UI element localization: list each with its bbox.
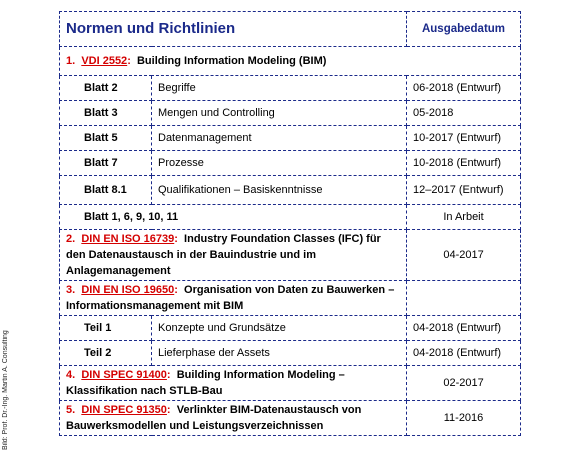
sub-row [60, 126, 521, 151]
sub-topic: Mengen und Controlling [152, 101, 407, 126]
sub-topic: Konzepte und Grundsätze [152, 316, 407, 341]
item-number: 3. [66, 284, 76, 296]
sub-label: Blatt 7 [60, 151, 152, 176]
sub-date: 05-2018 [407, 101, 521, 126]
sub-date: 10-2018 (Entwurf) [407, 151, 521, 176]
sub-label: Blatt 5 [60, 126, 152, 151]
sub-date: 12–2017 (Entwurf) [407, 176, 521, 205]
standard-row-1: 1. VDI 2552: Building Information Modeling (BIM) [60, 47, 521, 76]
sub-row [60, 151, 521, 176]
sub-label: Blatt 1, 6, 9, 10, 11 [60, 205, 407, 230]
sub-topic: Datenmanagement [152, 126, 407, 151]
sub-date: 04-2018 (Entwurf) [407, 341, 521, 366]
sub-date: 04-2018 (Entwurf) [407, 316, 521, 341]
sub-row [60, 101, 521, 126]
table-header [60, 12, 521, 47]
standard-title: Building Information Modeling (BIM) [136, 55, 327, 67]
sub-row [60, 205, 521, 230]
sub-topic: Prozesse [152, 151, 407, 176]
sub-date: 10-2017 (Entwurf) [407, 126, 521, 151]
sub-row [60, 316, 521, 341]
standard-date: 02-2017 [407, 366, 521, 401]
standard-row-2: 2. DIN EN ISO 16739: Industry Foundation Classes (IFC) für den Datenaustausch in der Bauindustrie und im Anlagemanagement 04-2017 [60, 230, 521, 281]
table-title: Normen und Richtlinien [60, 12, 407, 47]
standard-title: Building Information Modeling – Klassifikation nach STLB-Bau [66, 369, 345, 397]
sub-row [60, 341, 521, 366]
item-number: 1. [66, 55, 76, 67]
sub-label: Teil 1 [60, 316, 152, 341]
standard-row-4: 4. DIN SPEC 91400: Building Information Modeling – Klassifikation nach STLB-Bau 02-2017 [60, 366, 521, 401]
sub-row [60, 76, 521, 101]
standard-date: 04-2017 [407, 230, 521, 281]
sub-date: 06-2018 (Entwurf) [407, 76, 521, 101]
sub-row [60, 176, 521, 205]
sub-label: Blatt 8.1 [60, 176, 152, 205]
standard-row-3: 3. DIN EN ISO 19650: Organisation von Daten zu Bauwerken – Informationsmanagement mit BIM [60, 281, 521, 316]
standard-row-5: 5. DIN SPEC 91350: Verlinkter BIM-Datenaustausch von Bauwerksmodellen und Leistungsverzeichnissen 11-2016 [60, 401, 521, 436]
date-column-header: Ausgabedatum [407, 12, 521, 47]
standard-title: Verlinkter BIM-Datenaustausch von Bauwerksmodellen und Leistungsverzeichnissen [66, 404, 362, 432]
sub-label: Blatt 2 [60, 76, 152, 101]
standard-code: VDI 2552 [81, 55, 128, 67]
sub-label: Blatt 3 [60, 101, 152, 126]
standard-code: DIN SPEC 91400 [81, 369, 167, 381]
item-number: 4. [66, 369, 76, 381]
standard-code: DIN EN ISO 16739 [81, 233, 175, 245]
sub-topic: Begriffe [152, 76, 407, 101]
sub-date: In Arbeit [407, 205, 521, 230]
standard-code: DIN SPEC 91350 [81, 404, 167, 416]
sub-topic: Qualifikationen – Basiskenntnisse [152, 176, 407, 205]
sub-label: Teil 2 [60, 341, 152, 366]
standard-code: DIN EN ISO 19650 [81, 284, 175, 296]
standards-table [59, 11, 521, 436]
item-number: 2. [66, 233, 76, 245]
standard-date [407, 281, 521, 316]
sub-topic: Lieferphase der Assets [152, 341, 407, 366]
standard-title: Organisation von Daten zu Bauwerken – Informationsmanagement mit BIM [66, 284, 395, 312]
image-credit: Bild: Prof. Dr.-Ing. Martin A. Consulting [2, 330, 9, 450]
standard-date: 11-2016 [407, 401, 521, 436]
item-number: 5. [66, 404, 76, 416]
standard-title: Industry Foundation Classes (IFC) für den Datenaustausch in der Bauindustrie und im Anlagemanagement [66, 233, 381, 277]
